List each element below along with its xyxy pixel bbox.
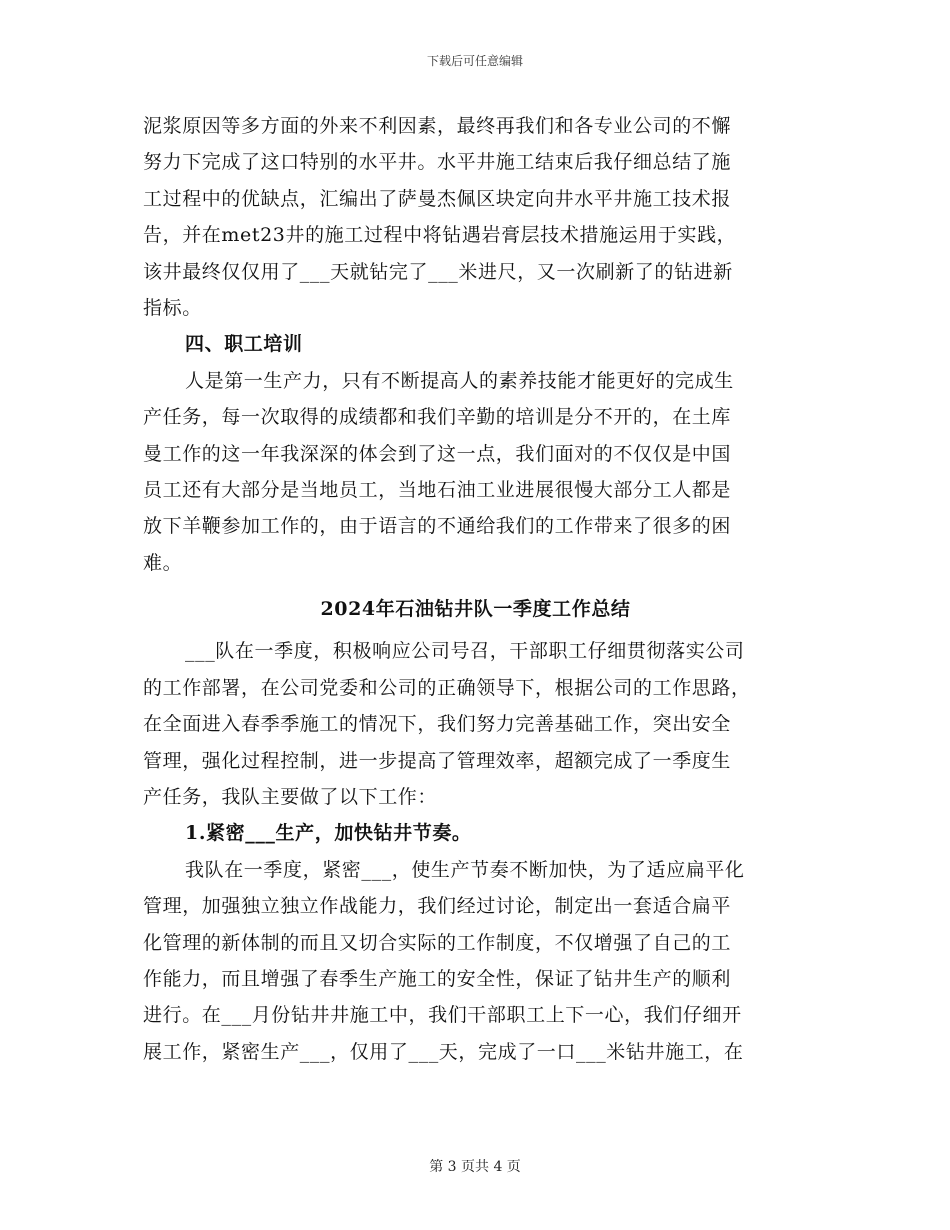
paragraph-line: 努力下完成了这口特别的水平井。水平井施工结束后我仔细总结了施 bbox=[143, 151, 732, 174]
paragraph-line: 泥浆原因等多方面的外来不利因素，最终再我们和各专业公司的不懈 bbox=[143, 115, 732, 137]
paragraph-line: 产任务，我队主要做了以下工作： bbox=[143, 786, 438, 809]
paragraph-line: 告，并在met23井的施工过程中将钻遇岩膏层技术措施运用于实践， bbox=[143, 224, 737, 247]
article-section bbox=[143, 591, 808, 1070]
section-continued-paragraph bbox=[143, 108, 808, 326]
subsection-heading: 1.紧密___生产，加快钻井节奏。 bbox=[185, 822, 472, 845]
paragraph-line: 人是第一生产力，只有不断提高人的素养技能才能更好的完成生 bbox=[185, 369, 734, 392]
paragraph-line: 管理，加强独立独立作战能力，我们经过讨论，制定出一套适合扁平 bbox=[143, 895, 732, 918]
paragraph-line: 化管理的新体制的而且又切合实际的工作制度，不仅增强了自己的工 bbox=[143, 931, 732, 954]
paragraph-line: 难。 bbox=[143, 551, 183, 574]
page-header: 下载后可任意编辑 bbox=[426, 54, 523, 68]
section-staff-training bbox=[143, 326, 808, 581]
paragraph-line: 在全面进入春季季施工的情况下，我们努力完善基础工作，突出安全 bbox=[143, 713, 732, 736]
paragraph-line: 员工还有大部分是当地员工，当地石油工业进展很慢大部分工人都是 bbox=[143, 478, 732, 501]
paragraph-line: 工过程中的优缺点，汇编出了萨曼杰佩区块定向井水平井施工技术报 bbox=[143, 187, 732, 210]
document-body bbox=[143, 108, 808, 1070]
paragraph-line: 的工作部署，在公司党委和公司的正确领导下，根据公司的工作思路， bbox=[143, 676, 751, 699]
paragraph-line: 该井最终仅仅用了___天就钻完了___米进尺，又一次刷新了的钻进新 bbox=[143, 260, 733, 283]
article-title: 2024年石油钻井队一季度工作总结 bbox=[320, 598, 631, 621]
page-footer: 第 3 页共 4 页 bbox=[429, 1159, 521, 1175]
paragraph-line: 曼工作的这一年我深深的体会到了这一点，我们面对的不仅仅是中国 bbox=[143, 442, 732, 465]
paragraph-line: 指标。 bbox=[143, 296, 202, 319]
paragraph-line: 我队在一季度，紧密___，使生产节奏不断加快，为了适应扁平化 bbox=[185, 858, 745, 881]
paragraph-line: 作能力，而且增强了春季生产施工的安全性，保证了钻井生产的顺利 bbox=[143, 967, 732, 990]
paragraph-line: ___队在一季度，积极响应公司号召，干部职工仔细贯彻落实公司 bbox=[185, 640, 745, 663]
paragraph-line: 展工作，紧密生产___，仅用了___天，完成了一口___米钻井施工，在 bbox=[143, 1040, 744, 1063]
paragraph-line: 产任务，每一次取得的成绩都和我们辛勤的培训是分不开的，在土库 bbox=[143, 406, 732, 429]
paragraph-line: 进行。在___月份钻井井施工中，我们干部职工上下一心，我们仔细开 bbox=[143, 1004, 742, 1027]
paragraph-line: 管理，强化过程控制，进一步提高了管理效率，超额完成了一季度生 bbox=[143, 749, 732, 772]
paragraph-line: 放下羊鞭参加工作的，由于语言的不通给我们的工作带来了很多的困 bbox=[143, 515, 732, 538]
section-heading: 四、职工培训 bbox=[185, 333, 303, 356]
